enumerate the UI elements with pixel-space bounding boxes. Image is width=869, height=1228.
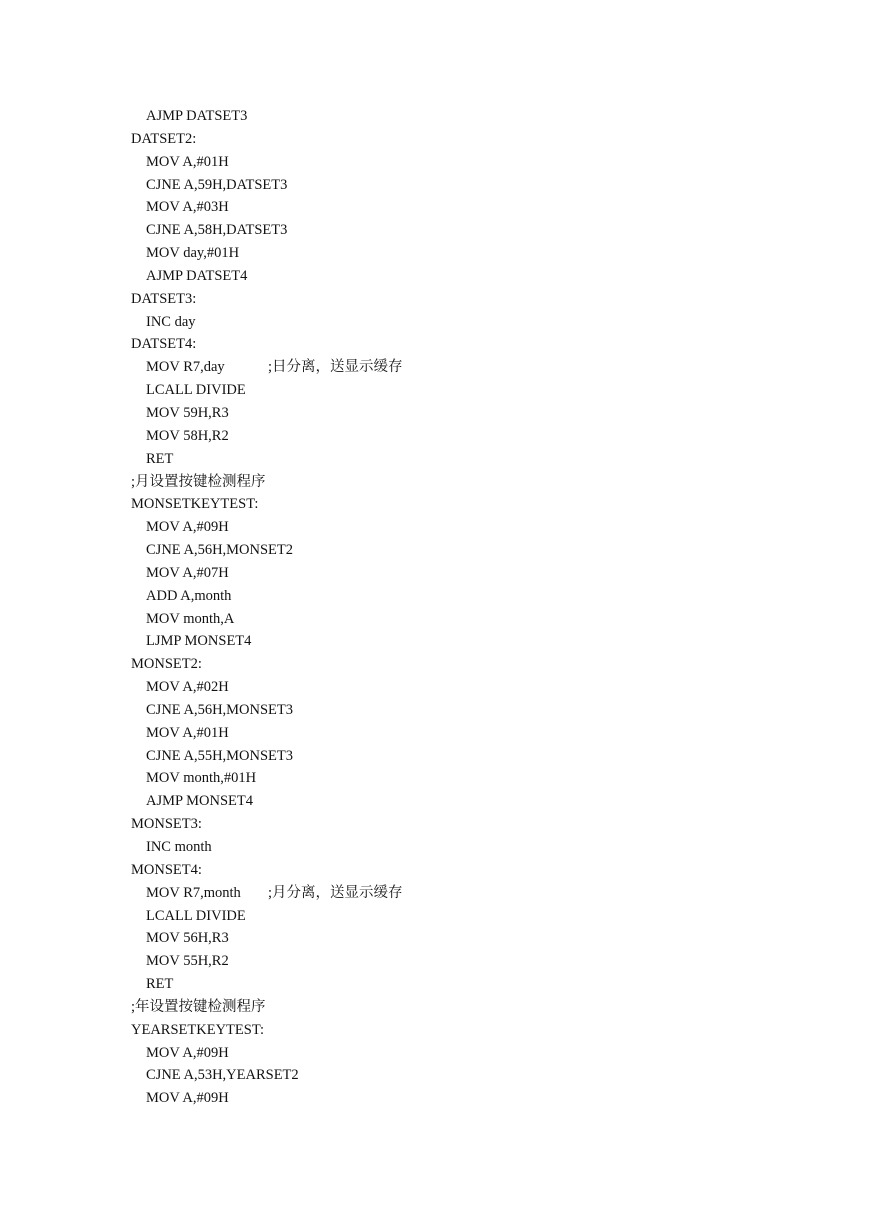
- code-text: MOV month,A: [146, 610, 235, 627]
- code-line: [131, 174, 771, 197]
- code-text: MOV day,#01H: [146, 245, 240, 262]
- code-line: [131, 767, 771, 790]
- code-text: MOV A,#07H: [146, 564, 229, 581]
- code-line: [131, 1087, 771, 1110]
- code-line: [131, 608, 771, 631]
- code-text: ;月设置按键检测程序: [131, 473, 266, 490]
- code-line: [131, 265, 771, 288]
- code-label-line: [131, 288, 771, 311]
- code-text: MOV A,#09H: [146, 519, 229, 536]
- code-line: [131, 425, 771, 448]
- code-text: LCALL DIVIDE: [146, 382, 246, 399]
- code-text: RET: [146, 450, 174, 467]
- code-text: ;年设置按键检测程序: [131, 998, 266, 1015]
- code-line: [131, 722, 771, 745]
- comment-line: [131, 471, 771, 494]
- code-text: MOV R7,day: [146, 359, 225, 376]
- code-text: CJNE A,55H,MONSET3: [146, 747, 294, 764]
- code-text: MOV A,#09H: [146, 1090, 229, 1107]
- code-text: MONSET4:: [131, 861, 202, 878]
- code-line: [131, 676, 771, 699]
- code-text: INC day: [146, 313, 196, 330]
- code-line: [131, 242, 771, 265]
- code-text: DATSET2:: [131, 130, 197, 147]
- code-line: [131, 699, 771, 722]
- code-text: AJMP DATSET4: [146, 267, 248, 284]
- code-label-line: [131, 859, 771, 882]
- code-line: [131, 745, 771, 768]
- code-line: [131, 630, 771, 653]
- code-text: MOV 59H,R3: [146, 404, 229, 421]
- code-line: [131, 1042, 771, 1065]
- code-line: [131, 196, 771, 219]
- code-label-line: [131, 333, 771, 356]
- code-text: CJNE A,56H,MONSET2: [146, 542, 294, 559]
- code-line: [131, 379, 771, 402]
- code-text: ADD A,month: [146, 587, 232, 604]
- code-line: [131, 836, 771, 859]
- code-text: LJMP MONSET4: [146, 633, 252, 650]
- code-text: AJMP MONSET4: [146, 793, 254, 810]
- code-text: CJNE A,53H,YEARSET2: [146, 1067, 299, 1084]
- code-text: MOV month,#01H: [146, 770, 257, 787]
- code-text: MOV 58H,R2: [146, 427, 229, 444]
- code-line: [131, 356, 771, 379]
- inline-comment: ;日分离，送显示缓存: [268, 359, 403, 376]
- code-text: INC month: [146, 839, 212, 855]
- comment-line: [131, 996, 771, 1019]
- code-text: MONSETKEYTEST:: [131, 496, 259, 513]
- code-line: [131, 219, 771, 242]
- code-line: [131, 402, 771, 425]
- code-text: RET: [146, 976, 174, 993]
- code-line: [131, 516, 771, 539]
- code-text: CJNE A,59H,DATSET3: [146, 176, 288, 193]
- code-text: DATSET4:: [131, 336, 197, 353]
- code-line: [131, 105, 771, 128]
- code-line: [131, 927, 771, 950]
- code-label-line: [131, 128, 771, 151]
- code-text: YEARSETKEYTEST:: [131, 1021, 264, 1038]
- code-line: [131, 1064, 771, 1087]
- code-line: [131, 882, 771, 905]
- code-text: MOV A,#03H: [146, 199, 229, 216]
- inline-comment: ;月分离，送显示缓存: [268, 884, 403, 901]
- code-text: MOV A,#02H: [146, 679, 229, 696]
- code-text: MOV A,#01H: [146, 724, 229, 741]
- code-text: MONSET2:: [131, 656, 202, 673]
- code-line: [131, 950, 771, 973]
- code-text: DATSET3:: [131, 290, 197, 307]
- code-line: [131, 790, 771, 813]
- code-text: LCALL DIVIDE: [146, 907, 246, 924]
- code-listing: [131, 105, 771, 1110]
- code-line: [131, 585, 771, 608]
- code-line: [131, 973, 771, 996]
- code-text: CJNE A,56H,MONSET3: [146, 701, 294, 718]
- code-line: [131, 905, 771, 928]
- code-line: [131, 539, 771, 562]
- code-text: MOV 56H,R3: [146, 930, 229, 947]
- code-label-line: [131, 493, 771, 516]
- code-text: MOV A,#09H: [146, 1044, 229, 1061]
- code-label-line: [131, 653, 771, 676]
- code-text: MOV 55H,R2: [146, 953, 229, 970]
- code-line: [131, 448, 771, 471]
- code-text: MONSET3:: [131, 816, 202, 833]
- code-text: CJNE A,58H,DATSET3: [146, 222, 288, 239]
- code-label-line: [131, 1019, 771, 1042]
- code-text: MOV R7,month: [146, 884, 241, 901]
- code-label-line: [131, 813, 771, 836]
- code-text: MOV A,#01H: [146, 153, 229, 170]
- code-line: [131, 151, 771, 174]
- code-text: AJMP DATSET3: [146, 108, 248, 124]
- code-line: [131, 311, 771, 334]
- code-line: [131, 562, 771, 585]
